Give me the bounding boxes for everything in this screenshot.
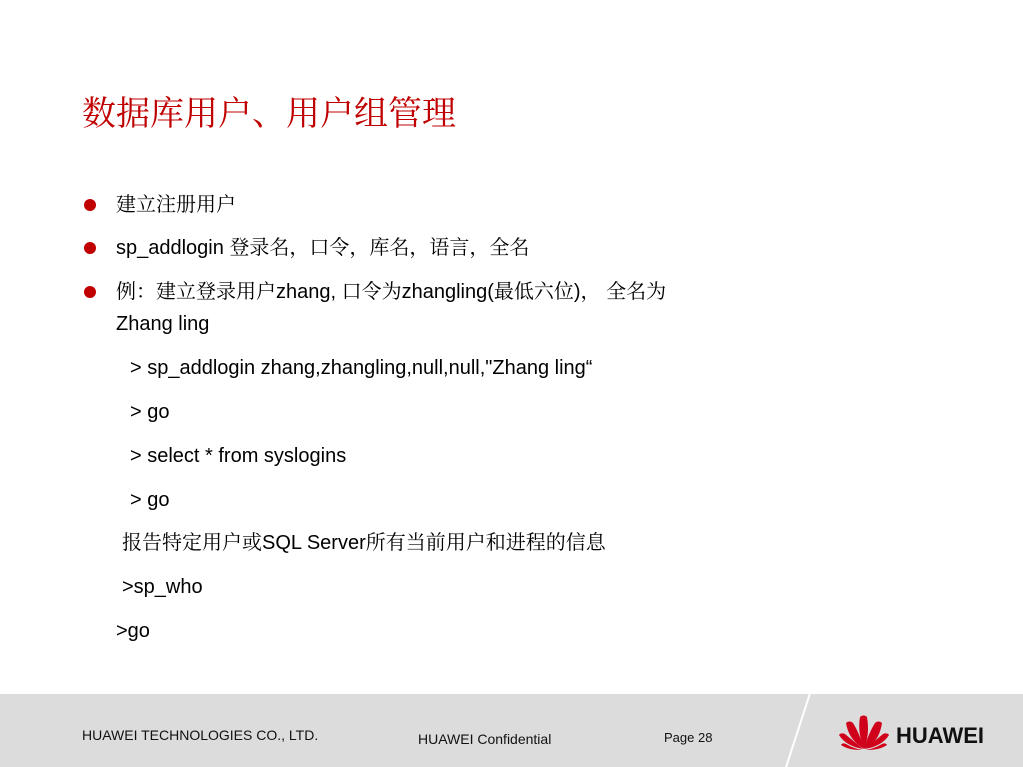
footer-confidential: HUAWEI Confidential <box>418 731 552 747</box>
bullet-dot <box>84 286 96 298</box>
code-line-3: > select * from syslogins <box>130 445 347 467</box>
footer-bar <box>0 694 1023 767</box>
huawei-logo-icon <box>838 711 890 751</box>
command-sp-who: >sp_who <box>122 576 203 598</box>
bullet-text-3: 例：建立登录用户zhang, 口令为zhangling(最低六位)， 全名为 <box>116 281 667 303</box>
footer-divider <box>781 694 814 767</box>
note-text: 报告特定用户或SQL Server所有当前用户和进程的信息 <box>122 532 606 554</box>
footer-page-number: Page 28 <box>664 730 713 745</box>
bullet-dot <box>84 199 96 211</box>
brand-name: HUAWEI <box>896 723 984 748</box>
code-line-1: > sp_addlogin zhang,zhangling,null,null,"Zhang ling“ <box>130 357 593 379</box>
bullet-dot <box>84 242 96 254</box>
footer-company: HUAWEI TECHNOLOGIES CO., LTD. <box>82 727 319 743</box>
bullet-text-1: 建立注册用户 <box>116 194 236 216</box>
code-line-4: > go <box>130 489 170 511</box>
bullet-text-3-continuation: Zhang ling <box>116 313 210 335</box>
code-line-2: > go <box>130 401 170 423</box>
command-go: >go <box>116 620 150 642</box>
page-title: 数据库用户、用户组管理 <box>82 95 456 133</box>
bullet-text-2: sp_addlogin 登录名，口令，库名，语言，全名 <box>116 237 530 259</box>
